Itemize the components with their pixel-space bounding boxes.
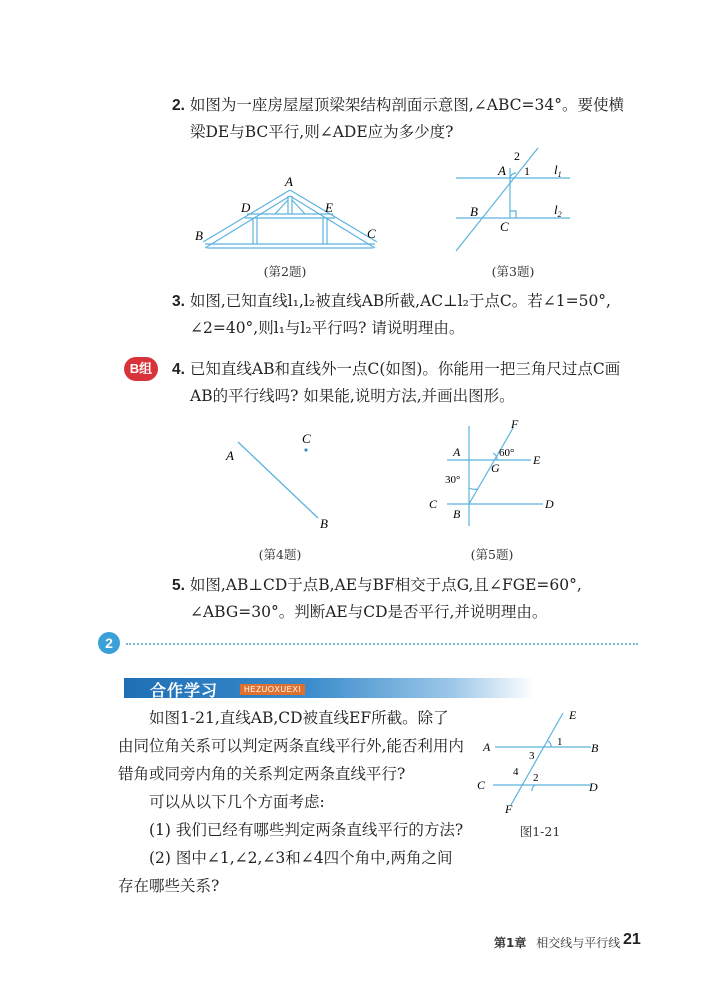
label-B: B: [320, 516, 328, 531]
problem-number: 4.: [172, 361, 185, 378]
label-E: E: [325, 200, 333, 215]
problem-text-line: 如图,已知直线l₁,l₂被直线AB所截,AC⊥l₂于点C。若∠1=50°,: [189, 292, 611, 310]
figure-line-and-point: [220, 430, 340, 535]
problem-number: 3.: [172, 293, 185, 310]
figure-parallel-lines-3: [448, 143, 578, 253]
hezuo-title: 合作学习: [150, 681, 219, 700]
label-D: D: [589, 780, 598, 794]
cooperative-learning-text: [118, 704, 468, 900]
label-angle-4: 4: [513, 766, 519, 778]
label-C: C: [302, 431, 311, 446]
label-angle-1: 1: [557, 736, 563, 748]
label-E: E: [533, 453, 541, 467]
problem-4: [172, 356, 642, 409]
problem-text-line: ∠2=40°,则l₁与l₂平行吗? 请说明理由。: [190, 319, 465, 337]
problem-5: [172, 572, 642, 625]
problem-text-line: AB的平行线吗? 如果能,说明方法,并画出图形。: [190, 387, 515, 405]
label-F: F: [511, 418, 519, 431]
page-number: 21: [623, 931, 641, 948]
caption-fig5: (第5题): [470, 547, 514, 562]
paragraph-line: 可以从以下几个方面考虑:: [149, 793, 325, 811]
label-C: C: [367, 226, 376, 241]
problem-text-line: 如图,AB⊥CD于点B,AE与BF相交于点G,且∠FGE=60°,: [189, 576, 582, 594]
label-C: C: [429, 497, 438, 511]
problem-3: [172, 288, 642, 341]
label-D: D: [545, 497, 554, 511]
chapter-number: 第1章: [494, 936, 527, 950]
caption-fig4: (第4题): [258, 547, 302, 562]
label-A: A: [498, 163, 506, 178]
hezuo-subtitle: HEZUOXUEXI: [240, 684, 305, 695]
problem-number: 5.: [172, 577, 185, 594]
problem-text-line: 梁DE与BC平行,则∠ADE应为多少度?: [190, 123, 454, 141]
figure-roof-truss: [195, 172, 390, 252]
section-number-badge: 2: [98, 632, 120, 654]
figure-perpendicular-5: [425, 418, 570, 528]
label-angle-3: 3: [529, 750, 535, 762]
problem-2: [172, 92, 632, 145]
label-F: F: [505, 802, 513, 816]
label-C: C: [500, 219, 509, 234]
caption-fig2: (第2题): [263, 264, 307, 279]
paragraph-line: 错角或同旁内角的关系判定两条直线平行?: [118, 765, 406, 783]
paragraph-line: 如图1-21,直线AB,CD被直线EF所截。除了: [149, 709, 449, 727]
group-b-badge: B组: [124, 357, 158, 381]
question-2: (2) 图中∠1,∠2,∠3和∠4四个角中,两角之间: [149, 849, 453, 867]
label-l2: $l_2$: [554, 202, 562, 219]
label-G: G: [491, 461, 500, 475]
label-angle-30: 30°: [445, 474, 461, 486]
label-D: D: [241, 200, 251, 215]
section-divider: [126, 643, 638, 645]
problem-text-line: 如图为一座房屋屋顶梁架结构剖面示意图,∠ABC=34°。要使横: [189, 96, 624, 114]
caption-fig3: (第3题): [491, 264, 535, 279]
label-l1: $l_1$: [554, 162, 562, 179]
label-B: B: [195, 228, 203, 243]
label-A: A: [226, 448, 234, 463]
chapter-title: 相交线与平行线: [536, 936, 621, 950]
question-1: (1) 我们已经有哪些判定两条直线平行的方法?: [149, 821, 464, 839]
footer-chapter: [494, 934, 620, 951]
paragraph-line: 存在哪些关系?: [118, 877, 220, 895]
problem-number: 2.: [172, 97, 185, 114]
label-angle-1: 1: [524, 164, 530, 178]
label-angle-2: 2: [533, 772, 539, 784]
paragraph-line: 由同位角关系可以判定两条直线平行外,能否利用内: [118, 737, 464, 755]
label-B: B: [591, 741, 599, 755]
problem-text-line: ∠ABG=30°。判断AE与CD是否平行,并说明理由。: [190, 603, 548, 621]
label-B: B: [470, 204, 478, 219]
label-A: A: [453, 445, 461, 459]
figure-1-21: [475, 705, 605, 817]
label-angle-60: 60°: [499, 447, 515, 459]
caption-fig121: 图1-21: [519, 824, 561, 839]
label-angle-2: 2: [514, 149, 520, 163]
label-A: A: [285, 174, 293, 189]
label-B: B: [453, 507, 461, 521]
label-C: C: [477, 778, 486, 792]
problem-text-line: 已知直线AB和直线外一点C(如图)。你能用一把三角尺过点C画: [189, 360, 621, 378]
label-E: E: [569, 708, 577, 722]
label-A: A: [483, 740, 491, 754]
